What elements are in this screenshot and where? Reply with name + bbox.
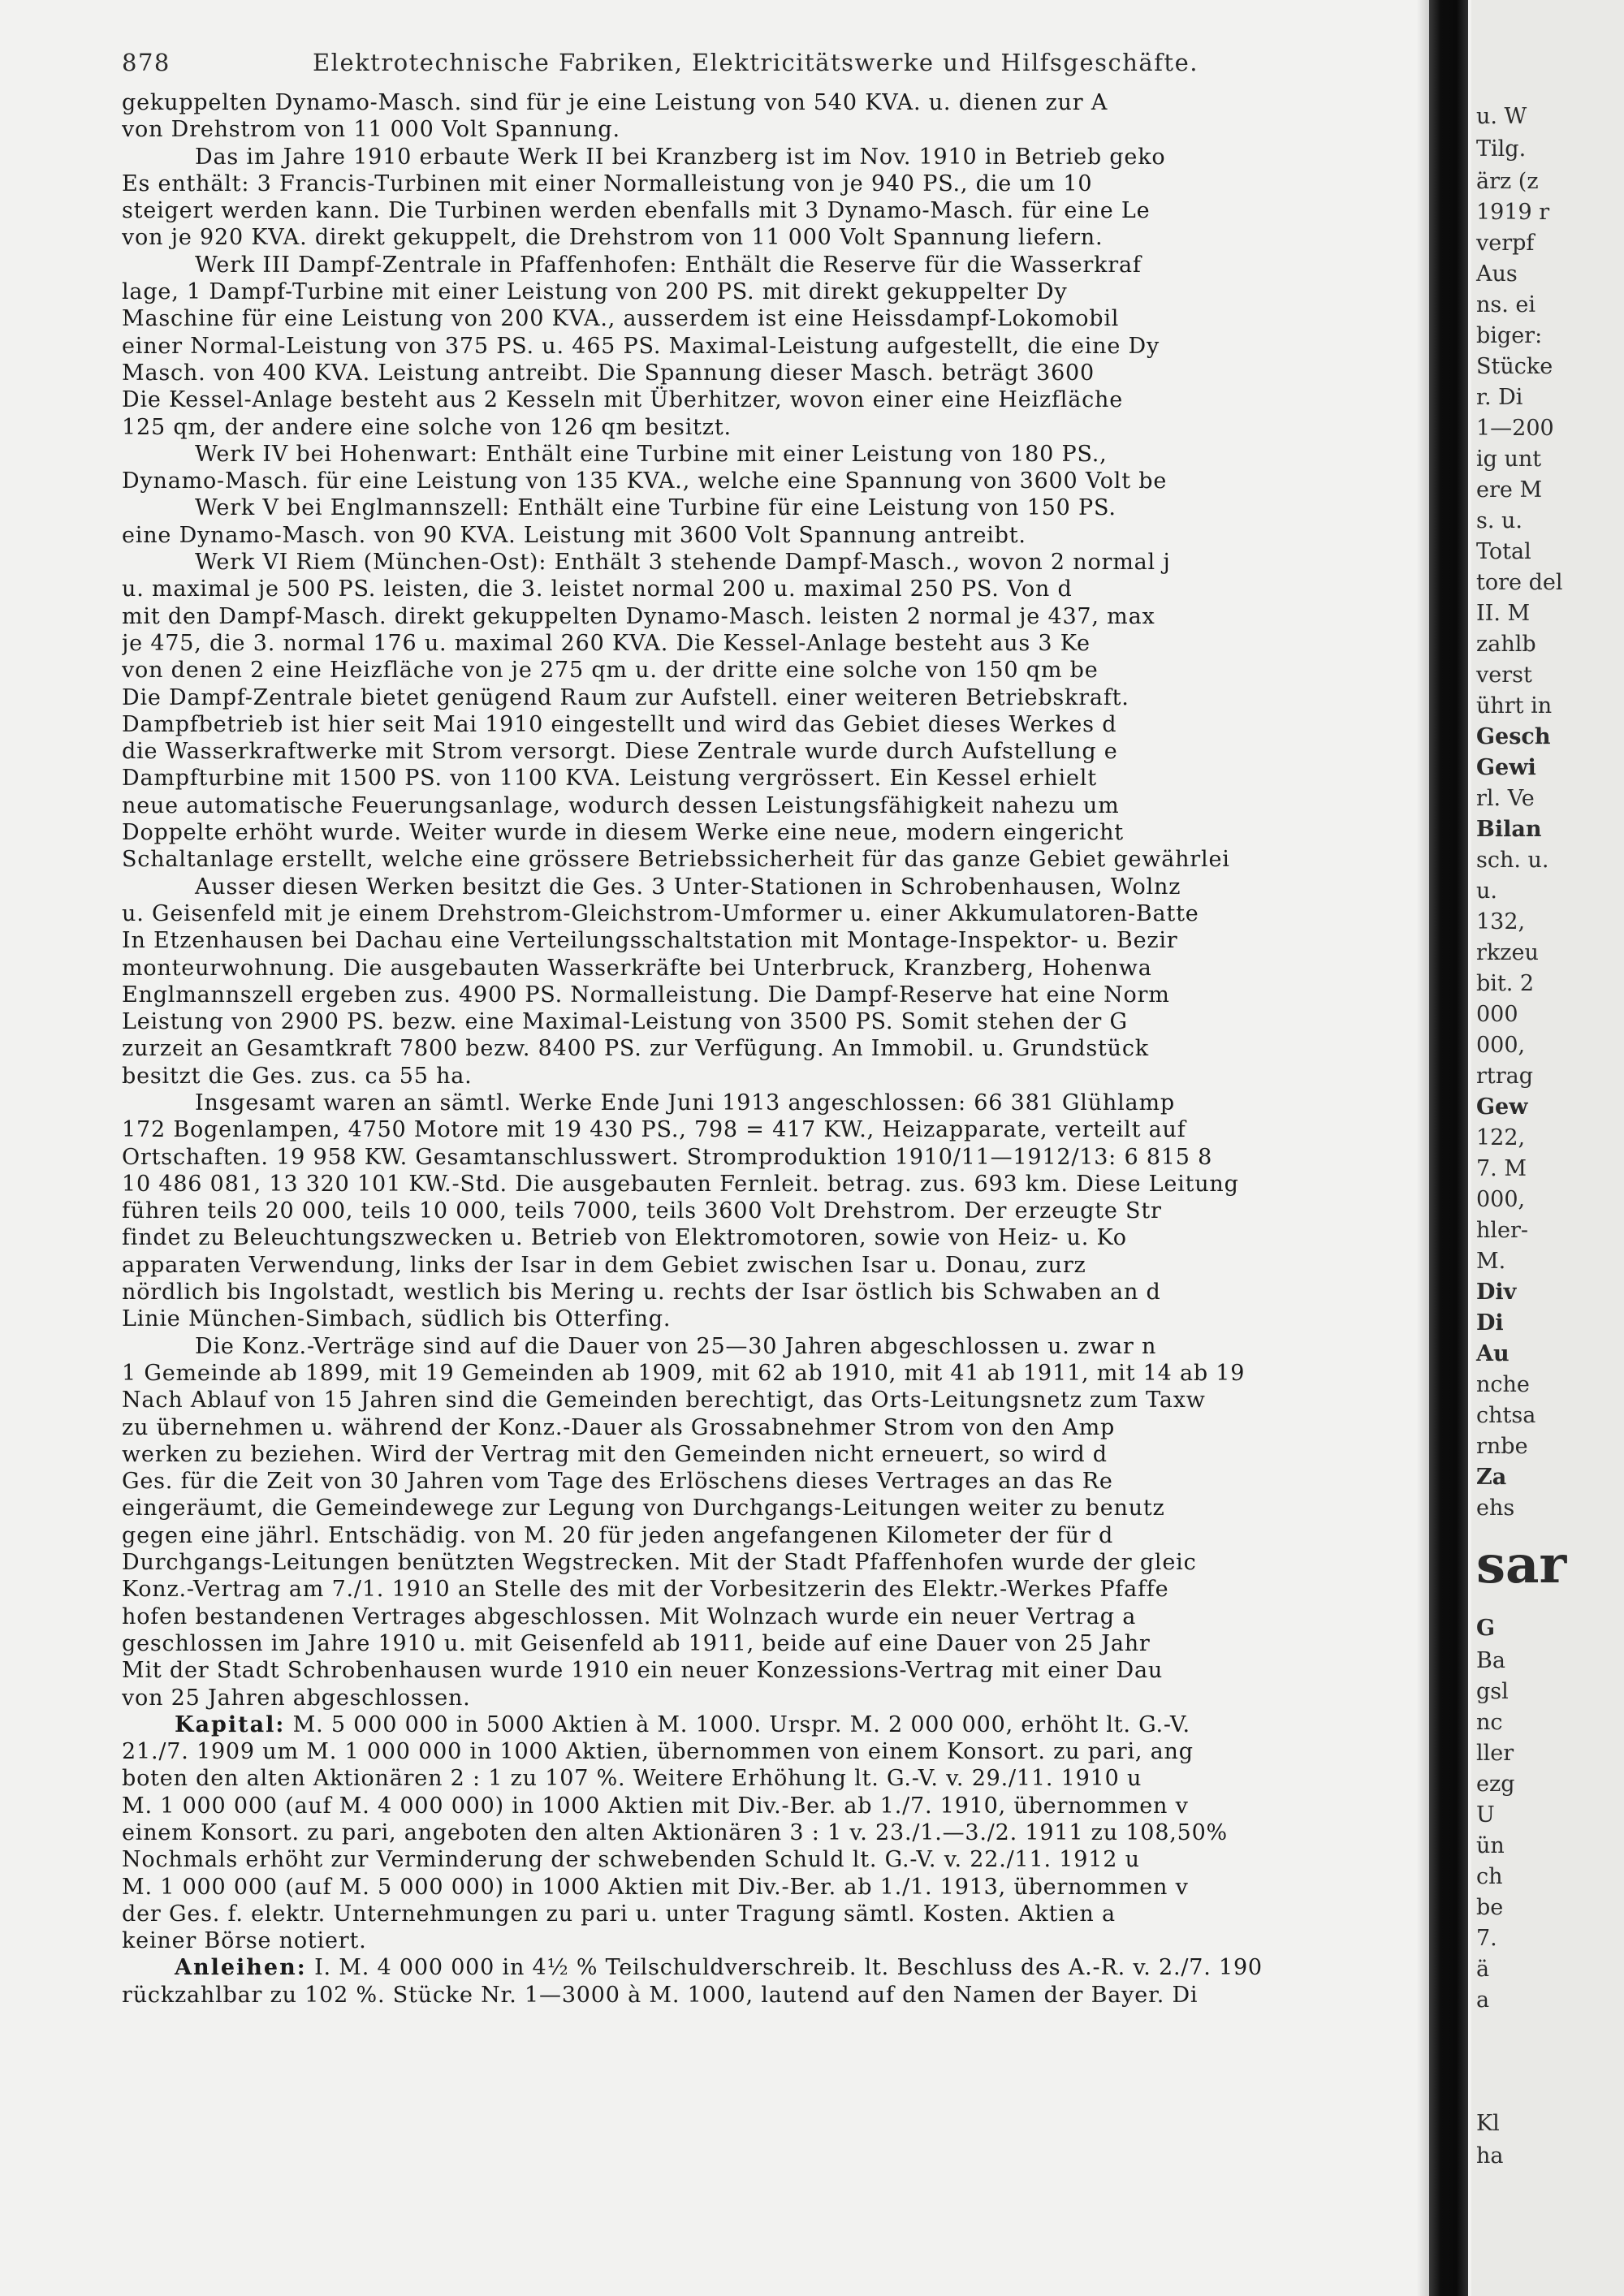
text-line: mit den Dampf-Masch. direkt gekuppelten Dynamo-Masch. leisten 2 normal je 437, max	[122, 603, 1155, 629]
text-line: die Wasserkraftwerke mit Strom versorgt. Diese Zentrale wurde durch Aufstellung e	[122, 739, 1118, 765]
running-title: Elektrotechnische Fabriken, Elektricitätswerke und Hilfsgeschäfte.	[313, 49, 1199, 76]
facing-fragment: 000	[1476, 1002, 1518, 1027]
text-line: gekuppelten Dynamo-Masch. sind für je eine Leistung von 540 KVA. u. dienen zur A	[122, 90, 1108, 115]
text-line: Ortschaften. 19 958 KW. Gesamtanschlusswert. Stromproduktion 1910/11—1912/13: 6 815 8	[122, 1144, 1213, 1170]
text-line: von 25 Jahren abgeschlossen.	[122, 1685, 471, 1711]
text-line: Maschine für eine Leistung von 200 KVA., ausserdem ist eine Heissdampf-Lokomobil	[122, 306, 1120, 332]
text-line: findet zu Beleuchtungszwecken u. Betrieb von Elektromotoren, sowie von Heiz- u. Ko	[122, 1225, 1127, 1251]
text-line: Es enthält: 3 Francis-Turbinen mit einer Normalleistung von je 940 PS., die um 10	[122, 170, 1093, 196]
page-number: 878	[122, 49, 171, 76]
text-line: Mit der Stadt Schrobenhausen wurde 1910 ein neuer Konzessions-Vertrag mit einer Dau	[122, 1658, 1164, 1684]
facing-fragment: a	[1476, 1987, 1490, 2013]
facing-fragment: hler-	[1476, 1218, 1529, 1243]
text-line: von denen 2 eine Heizfläche von je 275 qm u. der dritte eine solche von 150 qm be	[122, 658, 1099, 684]
text-line: 10 486 081, 13 320 101 KW.-Std. Die ausgebauten Fernleit. betrag. zus. 693 km. Diese Leitung	[122, 1171, 1239, 1197]
text-line: Linie München-Simbach, südlich bis Otterfing.	[122, 1306, 672, 1332]
text-line: je 475, die 3. normal 176 u. maximal 260 KVA. Die Kessel-Anlage besteht aus 3 Ke	[122, 630, 1091, 656]
text-line: Schaltanlage erstellt, welche eine grössere Betriebssicherheit für das ganze Gebiet gewährlei	[122, 847, 1230, 873]
text-line: Englmannszell ergeben zus. 4900 PS. Normalleistung. Die Dampf-Reserve hat eine Norm	[122, 982, 1170, 1008]
text-line: von je 920 KVA. direkt gekuppelt, die Drehstrom von 11 000 Volt Spannung liefern.	[122, 225, 1104, 251]
text-line: der Ges. f. elektr. Unternehmungen zu pari u. unter Tragung sämtl. Kosten. Aktien a	[122, 1901, 1116, 1927]
body-text	[122, 89, 1397, 2009]
facing-fragment: ller	[1476, 1741, 1514, 1766]
facing-fragment: 7. M	[1476, 1156, 1527, 1181]
page-text-block	[122, 49, 1397, 2257]
facing-fragment: ch	[1476, 1864, 1503, 1889]
facing-fragment: ührt in	[1476, 693, 1553, 719]
facing-fragment: 000,	[1476, 1033, 1526, 1058]
text-line: nördlich bis Ingolstadt, westlich bis Mering u. rechts der Isar östlich bis Schwaben an d	[122, 1280, 1161, 1306]
text-line: Das im Jahre 1910 erbaute Werk II bei Kranzberg ist im Nov. 1910 in Betrieb geko	[195, 144, 1166, 170]
text-line: steigert werden kann. Die Turbinen werden ebenfalls mit 3 Dynamo-Masch. für eine Le	[122, 198, 1151, 224]
text-line: neue automatische Feuerungsanlage, wodurch dessen Leistungsfähigkeit nahezu um	[122, 792, 1120, 818]
facing-fragment: ig unt	[1476, 447, 1542, 472]
facing-fragment: ün	[1476, 1833, 1505, 1858]
facing-fragment: s. u.	[1476, 508, 1522, 533]
facing-fragment: Aus	[1476, 261, 1518, 287]
facing-fragment: G	[1476, 1616, 1496, 1641]
facing-fragment: chtsa	[1476, 1403, 1536, 1428]
facing-fragment: Za	[1476, 1465, 1507, 1490]
text-line: Ausser diesen Werken besitzt die Ges. 3 Unter-Stationen in Schrobenhausen, Wolnz	[195, 874, 1181, 900]
text-line: In Etzenhausen bei Dachau eine Verteilungsschaltstation mit Montage-Inspektor- u. Bezir	[122, 928, 1178, 954]
facing-fragment: sch. u.	[1476, 848, 1549, 873]
facing-fragment: ha	[1476, 2143, 1504, 2169]
facing-fragment: rtrag	[1476, 1064, 1534, 1089]
facing-fragment: Kl	[1476, 2111, 1500, 2136]
facing-fragment: rkzeu	[1476, 940, 1539, 965]
facing-fragment: Gew	[1476, 1094, 1528, 1120]
facing-fragment: 000,	[1476, 1187, 1526, 1212]
facing-fragment: Total	[1476, 539, 1531, 564]
text-line: 1 Gemeinde ab 1899, mit 19 Gemeinden ab 1909, mit 62 ab 1910, mit 41 ab 1911, mit 14 ab 19	[122, 1360, 1246, 1386]
text-line: Die Konz.-Verträge sind auf die Dauer von 25—30 Jahren abgeschlossen u. zwar n	[195, 1333, 1157, 1359]
facing-fragment: nc	[1476, 1710, 1503, 1735]
facing-fragment: biger:	[1476, 323, 1543, 348]
text-line: Ges. für die Zeit von 30 Jahren vom Tage des Erlöschens dieses Vertrages an das Re	[122, 1469, 1113, 1495]
text-line	[122, 1954, 1397, 1981]
text-line: zu übernehmen u. während der Konz.-Dauer als Grossabnehmer Strom von den Amp	[122, 1414, 1116, 1440]
facing-fragment: ere M	[1476, 477, 1543, 503]
facing-fragment: verst	[1476, 662, 1532, 688]
section-lead: Kapital:	[175, 1711, 286, 1737]
binding-rule	[1429, 0, 1468, 2296]
text-line: M. 1 000 000 (auf M. 5 000 000) in 1000 Aktien mit Div.-Ber. ab 1./1. 1913, übernommen v	[122, 1874, 1189, 1900]
text-line: Dynamo-Masch. für eine Leistung von 135 KVA., welche eine Spannung von 3600 Volt be	[122, 468, 1168, 494]
text-line: M. 1 000 000 (auf M. 4 000 000) in 1000 Aktien mit Div.-Ber. ab 1./7. 1910, übernommen v	[122, 1793, 1189, 1819]
facing-fragment: ä	[1476, 1957, 1490, 1982]
facing-fragment: 122,	[1476, 1125, 1526, 1150]
page-header	[122, 49, 1397, 89]
text-line: Doppelte erhöht wurde. Weiter wurde in diesem Werke eine neue, modern eingericht	[122, 820, 1124, 846]
facing-fragment: be	[1476, 1895, 1504, 1920]
facing-fragment: sar	[1476, 1534, 1567, 1595]
text-line: Werk IV bei Hohenwart: Enthält eine Turbine mit einer Leistung von 180 PS.,	[195, 441, 1108, 467]
text-line: besitzt die Ges. zus. ca 55 ha.	[122, 1063, 473, 1089]
text-line: u. Geisenfeld mit je einem Drehstrom-Gleichstrom-Umformer u. einer Akkumulatoren-Batte	[122, 900, 1199, 926]
text-line: apparaten Verwendung, links der Isar in dem Gebiet zwischen Isar u. Donau, zurz	[122, 1252, 1086, 1278]
text-line: Leistung von 2900 PS. bezw. eine Maximal-Leistung von 3500 PS. Somit stehen der G	[122, 1009, 1128, 1035]
text-line: keiner Börse notiert.	[122, 1928, 367, 1954]
text-line: Die Kessel-Anlage besteht aus 2 Kesseln mit Überhitzer, wovon einer eine Heizfläche	[122, 387, 1124, 413]
text-line: Dampfbetrieb ist hier seit Mai 1910 eingestellt und wird das Gebiet dieses Werkes d	[122, 711, 1117, 737]
facing-fragment: Stücke	[1476, 354, 1553, 379]
section-lead: Anleihen:	[175, 1955, 307, 1981]
text-line: von Drehstrom von 11 000 Volt Spannung.	[122, 117, 620, 143]
facing-fragment: Bilan	[1476, 817, 1542, 842]
text-line: Die Dampf-Zentrale bietet genügend Raum zur Aufstell. einer weiteren Betriebskraft.	[122, 684, 1129, 710]
text-line: Nochmals erhöht zur Verminderung der schwebenden Schuld lt. G.-V. v. 22./11. 1912 u	[122, 1847, 1140, 1873]
facing-fragment: Gewi	[1476, 755, 1536, 780]
facing-fragment: ehs	[1476, 1495, 1515, 1521]
text-line: werken zu beziehen. Wird der Vertrag mit den Gemeinden nicht erneuert, so wird d	[122, 1441, 1108, 1467]
facing-fragment: u.	[1476, 878, 1497, 904]
text-line: 21./7. 1909 um M. 1 000 000 in 1000 Aktien, übernommen von einem Konsort. zu pari, ang	[122, 1739, 1194, 1765]
facing-fragment: Ba	[1476, 1648, 1505, 1673]
facing-fragment: II. M	[1476, 601, 1531, 626]
text-line: Dampfturbine mit 1500 PS. von 1100 KVA. Leistung vergrössert. Ein Kessel erhielt	[122, 766, 1097, 792]
facing-page	[1471, 0, 1624, 2296]
text-line: Durchgangs-Leitungen benützten Wegstrecken. Mit der Stadt Pfaffenhofen wurde der gleic	[122, 1550, 1197, 1576]
facing-fragment: 1919 r	[1476, 200, 1550, 225]
text-line: Masch. von 400 KVA. Leistung antreibt. Die Spannung dieser Masch. beträgt 3600	[122, 360, 1095, 386]
facing-fragment: rnbe	[1476, 1434, 1528, 1459]
text-line: lage, 1 Dampf-Turbine mit einer Leistung von 200 PS. mit direkt gekuppelter Dy	[122, 279, 1068, 305]
text-line	[122, 1711, 1397, 1738]
facing-fragment: bit. 2	[1476, 971, 1535, 996]
text-line: rückzahlbar zu 102 %. Stücke Nr. 1—3000 à M. 1000, lautend auf den Namen der Bayer. Di	[122, 1982, 1199, 2008]
facing-fragment: 7.	[1476, 1926, 1497, 1951]
facing-fragment: ezg	[1476, 1772, 1515, 1797]
facing-fragment: tore del	[1476, 570, 1563, 595]
facing-fragment: Gesch	[1476, 724, 1551, 749]
text-line: einem Konsort. zu pari, angeboten den alten Aktionären 3 : 1 v. 23./1.—3./2. 1911 zu 108,50%	[122, 1820, 1229, 1845]
text-line: 172 Bogenlampen, 4750 Motore mit 19 430 PS., 798 = 417 KW., Heizapparate, verteilt auf	[122, 1117, 1186, 1143]
facing-fragment: 132,	[1476, 909, 1526, 934]
text-line: 125 qm, der andere eine solche von 126 qm besitzt.	[122, 414, 732, 440]
section-text: M. 5 000 000 in 5000 Aktien à M. 1000. Urspr. M. 2 000 000, erhöht lt. G.-V.	[285, 1711, 1190, 1737]
facing-fragment: r. Di	[1476, 385, 1523, 410]
text-line: zurzeit an Gesamtkraft 7800 bezw. 8400 PS. zur Verfügung. An Immobil. u. Grundstück	[122, 1036, 1149, 1062]
facing-fragment: ärz (z	[1476, 169, 1539, 194]
facing-fragment: nche	[1476, 1372, 1530, 1397]
facing-fragment: gsl	[1476, 1679, 1509, 1704]
text-line: Nach Ablauf von 15 Jahren sind die Gemeinden berechtigt, das Orts-Leitungsnetz zum Taxw	[122, 1388, 1206, 1413]
text-line: u. maximal je 500 PS. leisten, die 3. leistet normal 200 u. maximal 250 PS. Von d	[122, 576, 1073, 602]
facing-fragment: Au	[1476, 1341, 1510, 1366]
facing-fragment: u. W	[1476, 104, 1527, 129]
text-line: Werk VI Riem (München-Ost): Enthält 3 stehende Dampf-Masch., wovon 2 normal j	[195, 550, 1171, 576]
facing-fragment: Di	[1476, 1310, 1504, 1336]
text-line: monteurwohnung. Die ausgebauten Wasserkräfte bei Unterbruck, Kranzberg, Hohenwa	[122, 955, 1152, 981]
facing-fragment: zahlb	[1476, 632, 1536, 657]
facing-fragment: Div	[1476, 1280, 1517, 1305]
section-text: I. M. 4 000 000 in 4½ % Teilschuldverschreib. lt. Beschluss des A.-R. v. 2./7. 190	[306, 1955, 1263, 1981]
facing-fragment: M.	[1476, 1249, 1506, 1274]
facing-fragment: ns. ei	[1476, 292, 1536, 317]
text-line: Werk V bei Englmannszell: Enthält eine Turbine für eine Leistung von 150 PS.	[195, 495, 1116, 521]
facing-fragment: U	[1476, 1802, 1495, 1828]
text-line: eine Dynamo-Masch. von 90 KVA. Leistung mit 3600 Volt Spannung antreibt.	[122, 522, 1026, 548]
text-line: eingeräumt, die Gemeindewege zur Legung von Durchgangs-Leitungen weiter zu benutz	[122, 1495, 1165, 1521]
text-line: hofen bestandenen Vertrages abgeschlossen. Mit Wolnzach wurde ein neuer Vertrag a	[122, 1603, 1137, 1629]
facing-fragment: rl. Ve	[1476, 786, 1535, 811]
text-line: Insgesamt waren an sämtl. Werke Ende Juni 1913 angeschlossen: 66 381 Glühlamp	[195, 1090, 1175, 1116]
facing-fragment: verpf	[1476, 231, 1535, 256]
text-line: geschlossen im Jahre 1910 u. mit Geisenfeld ab 1911, beide auf eine Dauer von 25 Jahr	[122, 1630, 1151, 1656]
facing-fragment: 1—200	[1476, 416, 1554, 441]
text-line: Werk III Dampf-Zentrale in Pfaffenhofen: Enthält die Reserve für die Wasserkraf	[195, 252, 1142, 278]
text-line: gegen eine jährl. Entschädig. von M. 20 für jeden angefangenen Kilometer der für d	[122, 1522, 1114, 1548]
text-line: boten den alten Aktionären 2 : 1 zu 107 %. Weitere Erhöhung lt. G.-V. v. 29./11. 1910 u	[122, 1766, 1142, 1792]
text-line: Konz.-Vertrag am 7./1. 1910 an Stelle des mit der Vorbesitzerin des Elektr.-Werkes Pfaffe	[122, 1577, 1169, 1603]
facing-fragment: Tilg.	[1476, 136, 1527, 162]
text-line: führen teils 20 000, teils 10 000, teils 7000, teils 3600 Volt Drehstrom. Der erzeugte Str	[122, 1198, 1162, 1224]
text-line: einer Normal-Leistung von 375 PS. u. 465 PS. Maximal-Leistung aufgestellt, die eine Dy	[122, 333, 1160, 359]
